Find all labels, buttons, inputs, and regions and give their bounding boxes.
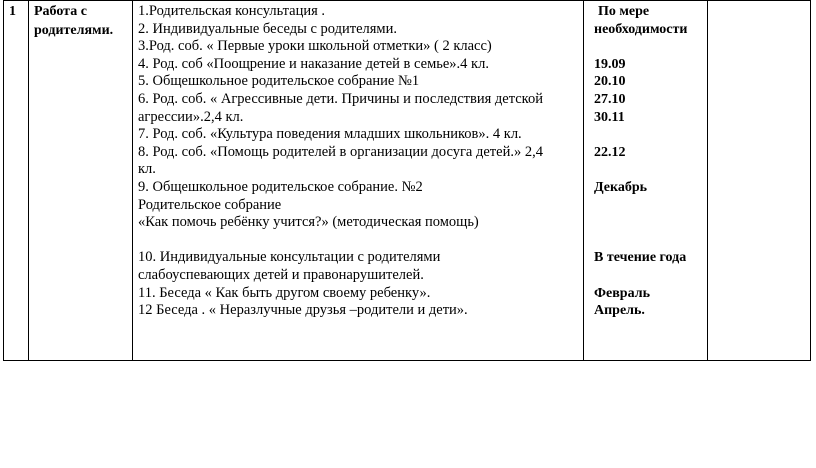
event-line: 10. Индивидуальные консультации с родителями: [138, 249, 441, 266]
date-line: 22.12: [594, 144, 626, 160]
date-line: необходимости: [594, 21, 688, 37]
date-line: [584, 232, 707, 250]
date-line: 19.09: [594, 56, 626, 72]
dates-cell: [584, 1, 708, 361]
date-line: [584, 38, 707, 56]
events-cell: [133, 1, 584, 361]
event-line: «Как помочь ребёнку учится?» (методическая помощь): [138, 214, 479, 231]
date-line: [584, 161, 707, 179]
event-line: 5. Общешкольное родительское собрание №1: [138, 73, 420, 90]
plan-table: [3, 0, 811, 361]
event-line: [138, 232, 583, 250]
date-line: Апрель.: [594, 303, 645, 319]
event-line: 2. Индивидуальные беседы с родителями.: [138, 20, 397, 37]
date-line: 20.10: [594, 74, 626, 90]
date-line: Декабрь: [594, 179, 648, 195]
event-line: 3.Род. соб. « Первые уроки школьной отметки» ( 2 класс): [138, 38, 492, 55]
event-line: слабоуспевающих детей и правонарушителей.: [138, 266, 424, 283]
extra-cell: [708, 1, 811, 361]
event-line: 11. Беседа « Как быть другом своему ребенку».: [138, 284, 431, 301]
event-line: 12 Беседа . « Неразлучные друзья –родители и дети».: [138, 302, 468, 319]
event-line: Родительское собрание: [138, 196, 282, 213]
date-line: [584, 197, 707, 215]
date-line: [584, 126, 707, 144]
event-line: 4. Род. соб «Поощрение и наказание детей в семье».4 кл.: [138, 55, 489, 72]
event-line: 1.Родительская консультация .: [138, 3, 326, 19]
event-line: 7. Род. соб. «Культура поведения младших школьников». 4 кл.: [138, 126, 522, 143]
date-line: [584, 214, 707, 232]
dates-list: [584, 1, 707, 320]
event-line: агрессии».2,4 кл.: [138, 108, 244, 125]
table-row: [4, 1, 811, 361]
date-line: Февраль: [594, 285, 650, 301]
date-line: По мере: [598, 4, 650, 19]
row-number: 1: [9, 4, 16, 19]
event-line: 9. Общешкольное родительское собрание. №2: [138, 178, 423, 195]
date-line: 30.11: [594, 109, 625, 125]
number-cell: [4, 1, 29, 361]
event-line: 8. Род. соб. «Помощь родителей в организации досуга детей.» 2,4: [138, 143, 543, 160]
date-line: В течение года: [594, 250, 687, 266]
category-line: родителями.: [34, 23, 114, 38]
category-cell: [29, 1, 133, 361]
event-line: 6. Род. соб. « Агрессивные дети. Причины и последствия детской: [138, 90, 543, 107]
date-line: [584, 267, 707, 285]
event-line: кл.: [138, 161, 156, 178]
category-line: Работа с: [34, 4, 87, 19]
events-list: [133, 1, 583, 320]
date-line: 27.10: [594, 91, 626, 107]
